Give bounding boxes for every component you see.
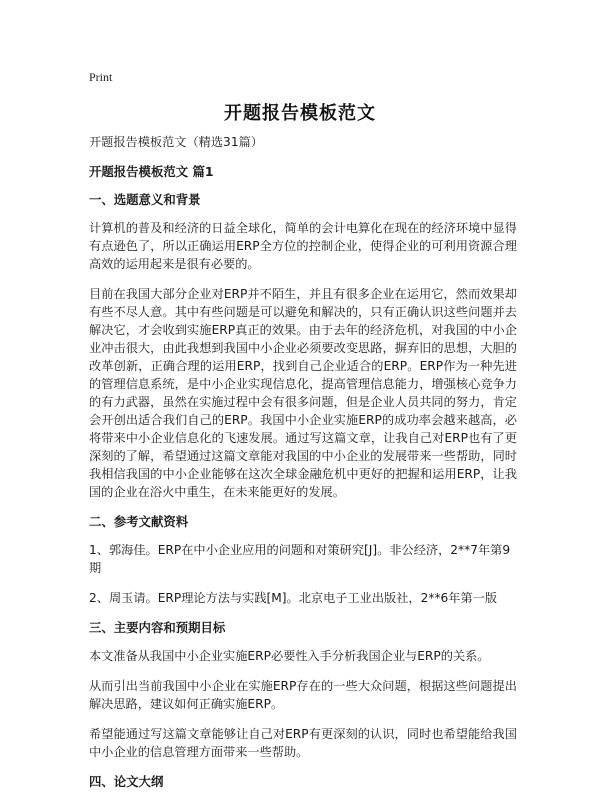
paragraph: 从而引出当前我国中小企业在实施ERP存在的一些大众问题，根据这些问题提出解决思路，建议如何正确实施ERP。 bbox=[89, 679, 517, 711]
page-title: 开题报告模板范文 bbox=[224, 103, 376, 124]
paragraph: 计算机的普及和经济的日益全球化，简单的会计电算化在现在的经济环境中显得有点逊色了，所以正确运用ERP全方位的控制企业，使得企业的可利用资源合理高效的运用起来是很有必要的。 bbox=[89, 221, 517, 271]
heading-content-goals: 三、主要内容和预期目标 bbox=[89, 620, 226, 635]
document-body bbox=[89, 133, 517, 801]
heading-references: 二、参考文献资料 bbox=[89, 514, 189, 529]
paragraph: 目前在我国大部分企业对ERP并不陌生，并且有很多企业在运用它，然而效果却有些不尽人意。其中有些问题是可以避免和解决的，只有正确认识这些问题并去解决它，才会收到实施ERP真正的效果。由于去年的经济危机，对我国的中小企业冲击很大，由此我想到我国中小企业必须要改变思路，摒弃旧的思想，大胆的改革创新，正确合理的运用ERP，找到自己企业适合的ERP。ERP作为一种先进的管理信息系统，是中小企业实现信息化，提高管理信息能力，增强核心竞争力的有力武器，虽然在实施过程中会有很多问题，但是企业人员共同的努力，肯定会开创出适合我们自己的ERP。我国中小企业实施ERP的成功率会越来越高，必将带来中小企业信息化的飞速发展。通过写这篇文章，让我自己对ERP也有了更深刻的了解，希望通过这篇文章能对我国的中小企业的发展带来一些帮助，同时我相信我国的中小企业能够在这次全球金融危机中更好的把握和运用ERP，让我国的企业在浴火中重生，在未来能更好的发展。 bbox=[89, 287, 517, 499]
document-subtitle: 开题报告模板范文（精选31篇） bbox=[89, 135, 263, 149]
reference-item: 1、郭海佳。ERP在中小企业应用的问题和对策研究[J]。非公经济，2**7年第9期 bbox=[89, 543, 511, 575]
heading-outline: 四、论文大纲 bbox=[89, 774, 164, 789]
heading-background: 一、选题意义和背景 bbox=[89, 192, 201, 207]
paragraph: 本文准备从我国中小企业实施ERP必要性入手分析我国企业与ERP的关系。 bbox=[89, 649, 490, 663]
print-label[interactable]: Print bbox=[89, 70, 113, 84]
section-title: 开题报告模板范文 篇1 bbox=[89, 164, 214, 179]
paragraph: 希望能通过写这篇文章能够让自己对ERP有更深刻的认识，同时也希望能给我国中小企业的信息管理方面带来一些帮助。 bbox=[89, 727, 517, 759]
reference-item: 2、周玉请。ERP理论方法与实践[M]。北京电子工业出版社，2**6年第一版 bbox=[89, 591, 498, 605]
